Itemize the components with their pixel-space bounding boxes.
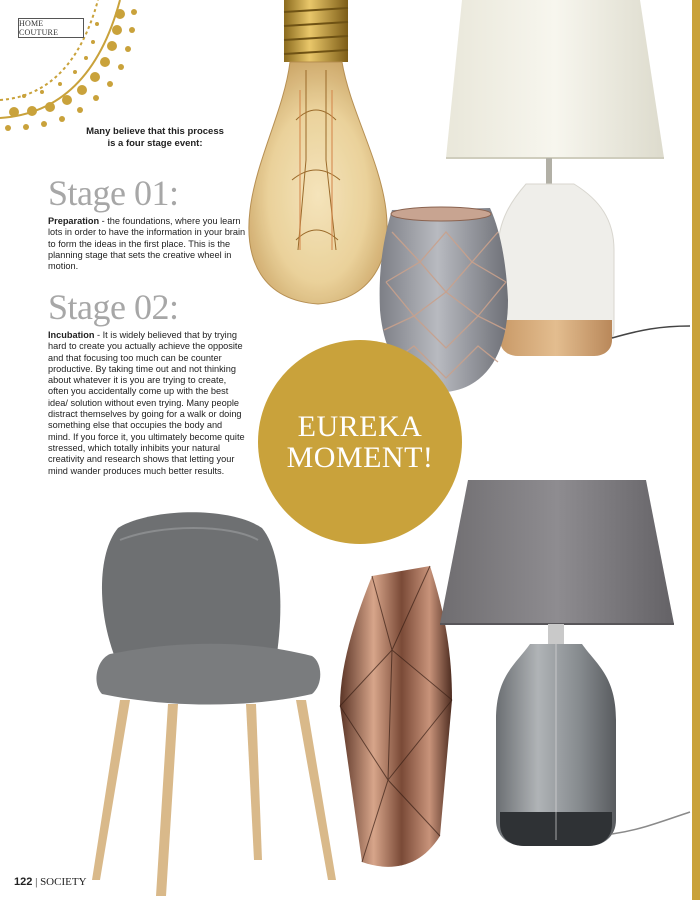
stage-1-paragraph [48,216,246,272]
stage-2-heading: Stage 02: [48,287,179,327]
eureka-line-1: EUREKA [297,410,423,443]
section-tag: HOME COUTURE [18,18,84,38]
page-footer [14,876,87,888]
page-number: 122 [14,876,33,888]
intro-line-1: Many believe that this process [86,126,224,137]
stage-2-term: Incubation [48,330,95,340]
stage-1-term: Preparation [48,216,100,226]
eureka-callout-circle [258,340,462,544]
gold-edge-strip [692,0,700,900]
footer-separator: | [35,876,38,888]
stage-2-text: - It is widely believed that by trying hard to create you actually achieve the opposite and that focusing too much can be counter productive. By taking time out and not thinking about whatever it is you are trying to create, often you accidentally come up with the best idea/ solution without even trying. Many people distract themselves by going for a walk or doing something else that occupies the body and mind. If you force it, you ultimately become quite stressed, which totally inhibits your natural creativity and research shows that letting your mind wander produces much better results. [48,330,245,476]
stage-2-paragraph [48,330,246,477]
eureka-line-2: MOMENT! [286,441,434,474]
stage-1-heading: Stage 01: [48,173,179,213]
intro-line-2: is a four stage event: [107,138,203,149]
intro-text [70,126,240,150]
magazine-name: SOCIETY [40,876,87,888]
stage-1-text: - the foundations, where you learn lots in order to have the information in your brain to form the ideas in the first place. This is the planning stage that sets the creative wheel in motion. [48,216,246,272]
